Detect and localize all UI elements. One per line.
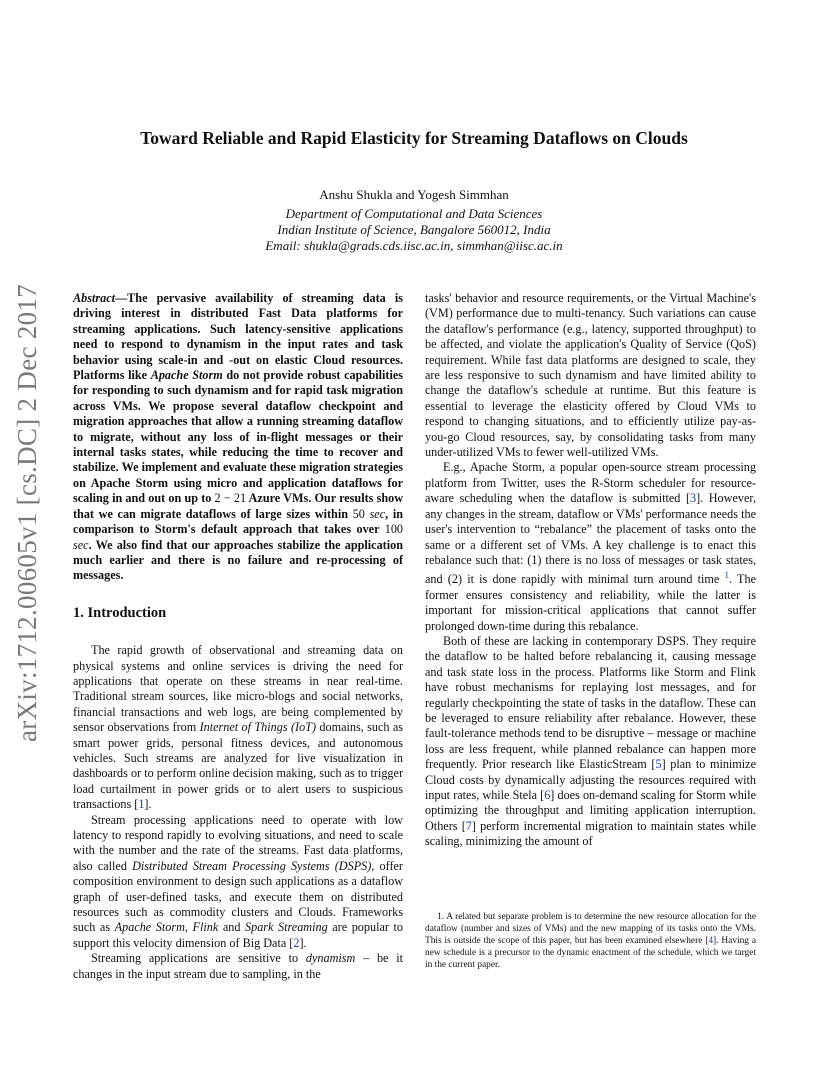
paragraph-text: ]. However, any changes in the stream, dataflow or VMs' performance needs the user's intervention to “rebalance” the placement of tasks onto the same or a different set of VMs. A key challenge is to enact this rebalance such that: (1) there is no loss of messages or task states, and (2) it is done rapidly with minimal turn around time: [425, 491, 756, 587]
intro-paragraph-3: [73, 951, 403, 982]
affiliation-department: Department of Computational and Data Sciences: [285, 206, 543, 221]
footnote: [425, 911, 756, 971]
citation-link[interactable]: 6: [544, 788, 551, 803]
paragraph-text: and: [218, 920, 246, 935]
right-paragraph-1: tasks' behavior and resource requirements, or the Virtual Machine's (VM) performance due to multi-tenancy. Such variations can cause the dataflow's performance (e.g., latency, supported throughput) to be affected, and violate the application's Quality of Service (QoS) requirement. While fast data platforms are designed to scale, they are less responsive to such dynamism and have limited ability to change the dataflow's schedule at runtime. But this feature is essential to leverage the elasticity offered by Cloud VMs to respond to changing situations, and to efficiently utilize pay-as-you-go Cloud resources, say, by consolidating tasks from many under-utilized VMs to fewer well-utilized VMs.: [425, 291, 756, 460]
abstract-text: —The pervasive availability of streaming data is driving interest in distributed Fast Data platforms for streaming applications. Such latency-sensitive applications need to respond to dynamism in the input rates and task behavior using scale-in and -out on elastic Cloud resources. Platforms like: [73, 291, 403, 383]
footnote-mark[interactable]: 1: [724, 570, 730, 581]
abstract-label: Abstract: [73, 291, 115, 305]
paragraph-emphasis: Apache Storm: [114, 920, 185, 935]
paragraph-text: domains, such as smart power grids, personal fitness devices, and autonomous vehicles. Such streams are analyzed for live visualization in dashboards or to perform online decision making, such as to trigger load curtailment in power grids or to alert users to suspicious transactions [: [73, 720, 403, 812]
citation-link[interactable]: 3: [690, 491, 697, 506]
paragraph-emphasis: Internet of Things (IoT): [199, 720, 317, 735]
abstract-unit-sec: sec: [73, 537, 89, 552]
paragraph-text: ].: [144, 797, 152, 812]
footnote-text: [425, 911, 756, 971]
paragraph-emphasis: Flink: [192, 920, 219, 935]
paragraph-text: . The former ensures consistency and reliability, while the latter is important for mission-critical applications that cannot suffer prolonged down-time during this rebalance.: [425, 572, 756, 633]
intro-paragraph-2: [73, 813, 403, 952]
paragraph-text: The rapid growth of observational and streaming data on physical systems and online services is driving the need for applications that operate on these streams in near real-time. Traditional stream sources, like micro-blogs and social networks, financial transactions and web logs, are being complemented by sensor observations from: [73, 643, 403, 735]
arxiv-stamp: arXiv:1712.00605v1 [cs.DC] 2 Dec 2017: [12, 283, 42, 742]
right-paragraph-3: [425, 634, 756, 850]
citation-link[interactable]: 5: [655, 757, 662, 772]
abstract-unit-sec: sec: [369, 506, 386, 521]
affiliation-institute: Indian Institute of Science, Bangalore 560012, India: [277, 222, 551, 237]
paragraph-text: Stream processing applications need to operate with low latency to respond rapidly to evolving situations, and need to scale with the number and the rate of the streams. Fast data platforms, also called: [73, 812, 403, 873]
paragraph-text: Both of these are lacking in contemporary DSPS. They require the dataflow to be halted before rebalancing it, causing message and task state loss in the process. Platforms like Storm and Flink have robust mechanisms for replaying lost messages, and for regularly checkpointing the state of tasks in the dataflow. These can be leveraged to ensure reliability after rebalance. However, these fault-tolerance methods tend to be disruptive – message or machine loss are less frequent, while planned rebalance can happen more frequently. Prior research like ElasticStream [: [425, 634, 756, 772]
author-emails: Email: shukla@grads.cds.iisc.ac.in, simmhan@iisc.ac.in: [265, 238, 563, 253]
right-paragraph-2: [425, 460, 756, 634]
paragraph-text: – be it changes in the input stream due to sampling, in the: [73, 951, 404, 981]
intro-paragraph-1: [73, 643, 403, 812]
citation-link[interactable]: 7: [465, 818, 472, 833]
paragraph-text: ,: [184, 920, 193, 935]
citation-link[interactable]: 1: [138, 797, 145, 812]
paragraph-text: ] perform incremental migration to maintain states while scaling, minimizing the amount of: [425, 818, 756, 849]
author-names: Anshu Shukla and Yogesh Simmhan: [319, 187, 509, 202]
citation-link[interactable]: 4: [708, 936, 714, 946]
paragraph-text: 1. A related but separate problem is to determine the new resource allocation for the dataflow (number and sizes of VMs) and the new mapping of its tasks onto the VMs. This is outside the scope of this paper, but has been examined elsewhere [: [425, 912, 756, 946]
abstract-storm: Apache Storm: [150, 368, 223, 383]
paragraph-text: ].: [299, 935, 307, 950]
abstract-text: do not provide robust capabilities for responding to such dynamism and for rapid task migration across VMs. We propose several dataflow checkpoint and migration approaches that allow a running streaming dataflow to migrate, without any loss of in-flight messages or their internal tasks states, while reducing the time to recover and stabilize. We implement and evaluate these migration strategies on Apache Storm using micro and application dataflows for scaling in and out on up to: [73, 368, 403, 506]
section-heading-introduction: 1. Introduction: [73, 604, 167, 621]
abstract-text: Azure VMs. Our results show that we can migrate dataflows of large sizes within: [73, 491, 404, 521]
citation-link[interactable]: 2: [293, 935, 300, 950]
paragraph-text: ]. Having a new schedule is a precursor to the dynamic enactment of the schedule, which we target in the current paper.: [425, 936, 756, 970]
abstract-text: , in comparison to Storm's default approach that takes over: [73, 506, 404, 537]
abstract-text: . We also find that our approaches stabilize the application much earlier and there is no failure and re-processing of messages.: [73, 537, 403, 583]
paragraph-text: , offer composition environment to design such applications as a dataflow graph of user-defined tasks, and execute them on distributed resources such as commodity clusters and Clouds. Frameworks such as: [73, 858, 403, 935]
paragraph-text: ] does on-demand scaling for Storm while optimizing the throughput and limiting application interruption. Others [: [425, 788, 756, 833]
paragraph-text: are popular to support this velocity dimension of Big Data [: [73, 920, 403, 950]
paragraph-text: Streaming applications are sensitive to: [91, 951, 306, 966]
paragraph-text: ] plan to minimize Cloud costs by dynamically adjusting the resources required with input rates, while Stela [: [425, 757, 756, 803]
paragraph-emphasis: Spark Streaming: [245, 920, 328, 935]
left-column: [73, 291, 403, 982]
paragraph-emphasis: Distributed Stream Processing Systems (DSPS): [132, 858, 372, 873]
abstract-value-50: 50: [352, 506, 365, 521]
paper-title: Toward Reliable and Rapid Elasticity for Streaming Dataflows on Clouds: [140, 128, 688, 148]
abstract-value-100: 100: [384, 522, 403, 537]
abstract-vm-range: 2 − 21: [214, 491, 247, 506]
right-column: [425, 291, 756, 850]
paragraph-emphasis: dynamism: [305, 951, 356, 966]
abstract: [73, 291, 403, 584]
paragraph-text: E.g., Apache Storm, a popular open-source stream processing platform from Twitter, uses the R-Storm scheduler for resource-aware scheduling when the dataflow is submitted [: [425, 460, 756, 506]
